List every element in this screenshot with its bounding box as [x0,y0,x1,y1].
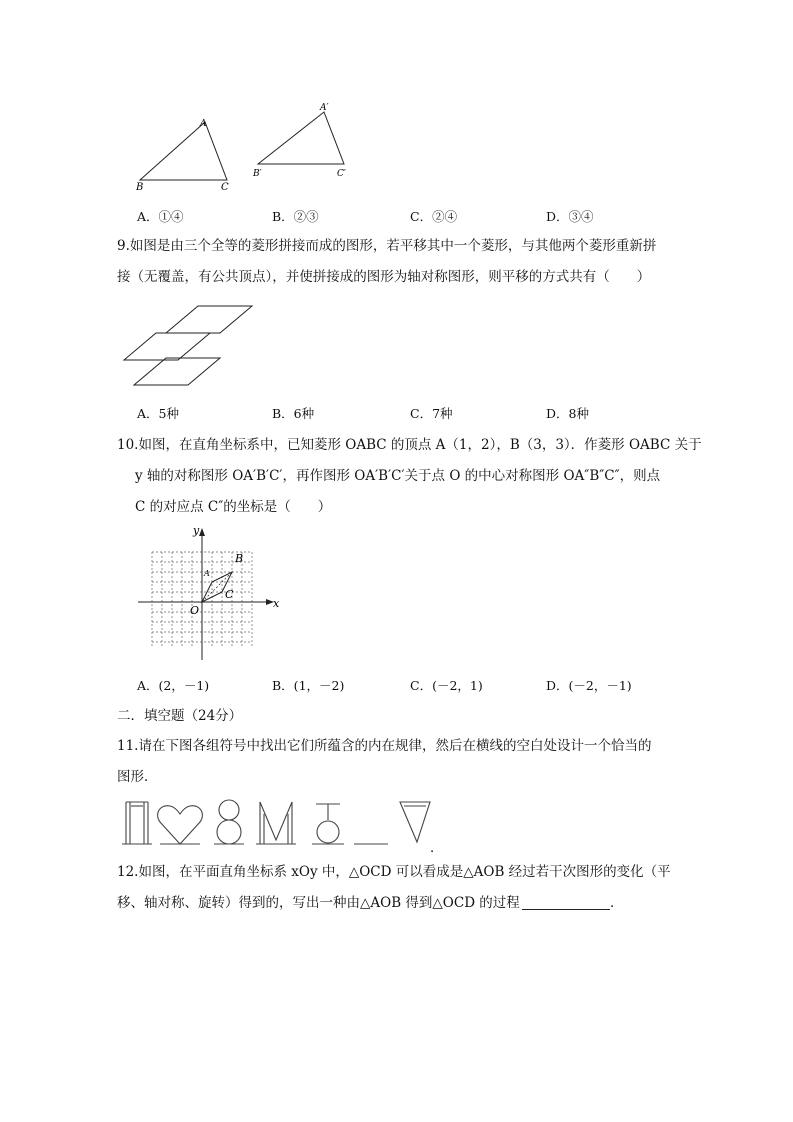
q12-text-line2: 移、轴对称、旋转）得到的，写出一种由△AOB 得到△OCD 的过程 [117,895,520,911]
y-axis-arrow [199,528,205,536]
symbol-circle-stem [312,804,344,844]
q8-option-c[interactable]: C．②④ [410,209,458,224]
q9-text-line2: 接（无覆盖，有公共顶点），并使拼接成的图形为轴对称图形，则平移的方式共有（ ） [117,269,651,285]
label-point-a: A [204,569,210,578]
label-point-c: C [225,588,234,601]
q10-text-line1: 10.如图，在直角坐标系中，已知菱形 OABC 的顶点 A（1，2），B（3，3）．作菱形 OABC 关于 [117,437,702,453]
q11-period: ． [430,840,444,856]
q9-option-a[interactable]: A．5种 [137,406,179,421]
label-a1: A′ [320,103,329,113]
label-a: A [200,119,207,129]
q12-end-period: ． [610,895,624,911]
q8-option-a[interactable]: A．①④ [137,209,184,224]
q9-option-c[interactable]: C．7种 [410,406,453,421]
triangle-abc [140,122,227,180]
section-title-fill-blank: 二．填空题（24分） [117,708,243,724]
q10-coordinate-figure [132,522,287,664]
q10-text-line2: y 轴的对称图形 OA′B′C′，再作图形 OA′B′C′关于点 O 的中心对称图形 OA″B″C″，则点 [135,468,661,484]
q10-option-b[interactable]: B．(1，－2) [272,678,345,693]
label-b1: B′ [253,169,262,179]
symbol-m [256,802,296,844]
label-c: C [221,182,229,193]
q12-answer-blank[interactable] [522,909,610,910]
q11-text-line1: 11.请在下图各组符号中找出它们所蕴含的内在规律，然后在横线的空白处设计一个恰当的 [117,738,652,754]
label-point-b: B [235,552,244,565]
label-axis-y: y [193,524,200,537]
label-origin: O [190,604,200,617]
q11-text-line2: 图形． [117,769,158,785]
q9-text-line1: 9.如图是由三个全等的菱形拼接而成的图形，若平移其中一个菱形，与其他两个菱形重新拼 [117,238,657,254]
q10-text-line3: C 的对应点 C″的坐标是（ ） [135,499,332,515]
q10-option-d[interactable]: D．(－2，－1) [546,678,632,693]
q8-option-d[interactable]: D．③④ [546,209,594,224]
q9-option-b[interactable]: B．6种 [272,406,315,421]
q10-option-a[interactable]: A．(2，－1) [137,678,210,693]
label-axis-x: x [273,597,280,610]
triangle-a1b1c1 [258,112,344,164]
q11-symbols-figure [118,796,448,854]
q8-triangles-figure [130,98,370,194]
rhombus-bottom [134,358,220,385]
q9-option-d[interactable]: D．8种 [546,406,589,421]
q8-option-b[interactable]: B．②③ [272,209,319,224]
symbol-eight [214,800,244,844]
symbol-inverted-triangle [400,802,430,842]
rhombus-left [124,333,210,360]
label-b: B [136,182,144,193]
symbol-heart [158,806,203,844]
q12-text-line1: 12.如图，在平面直角坐标系 xOy 中，△OCD 可以看成是△AOB 经过若干次图形的变化（平 [117,864,671,880]
rhombus-top [166,306,252,333]
label-c1: C′ [337,169,346,179]
q9-rhombus-figure [120,300,260,390]
symbol-bars [122,802,152,844]
q10-option-c[interactable]: C．(－2，1) [410,678,483,693]
